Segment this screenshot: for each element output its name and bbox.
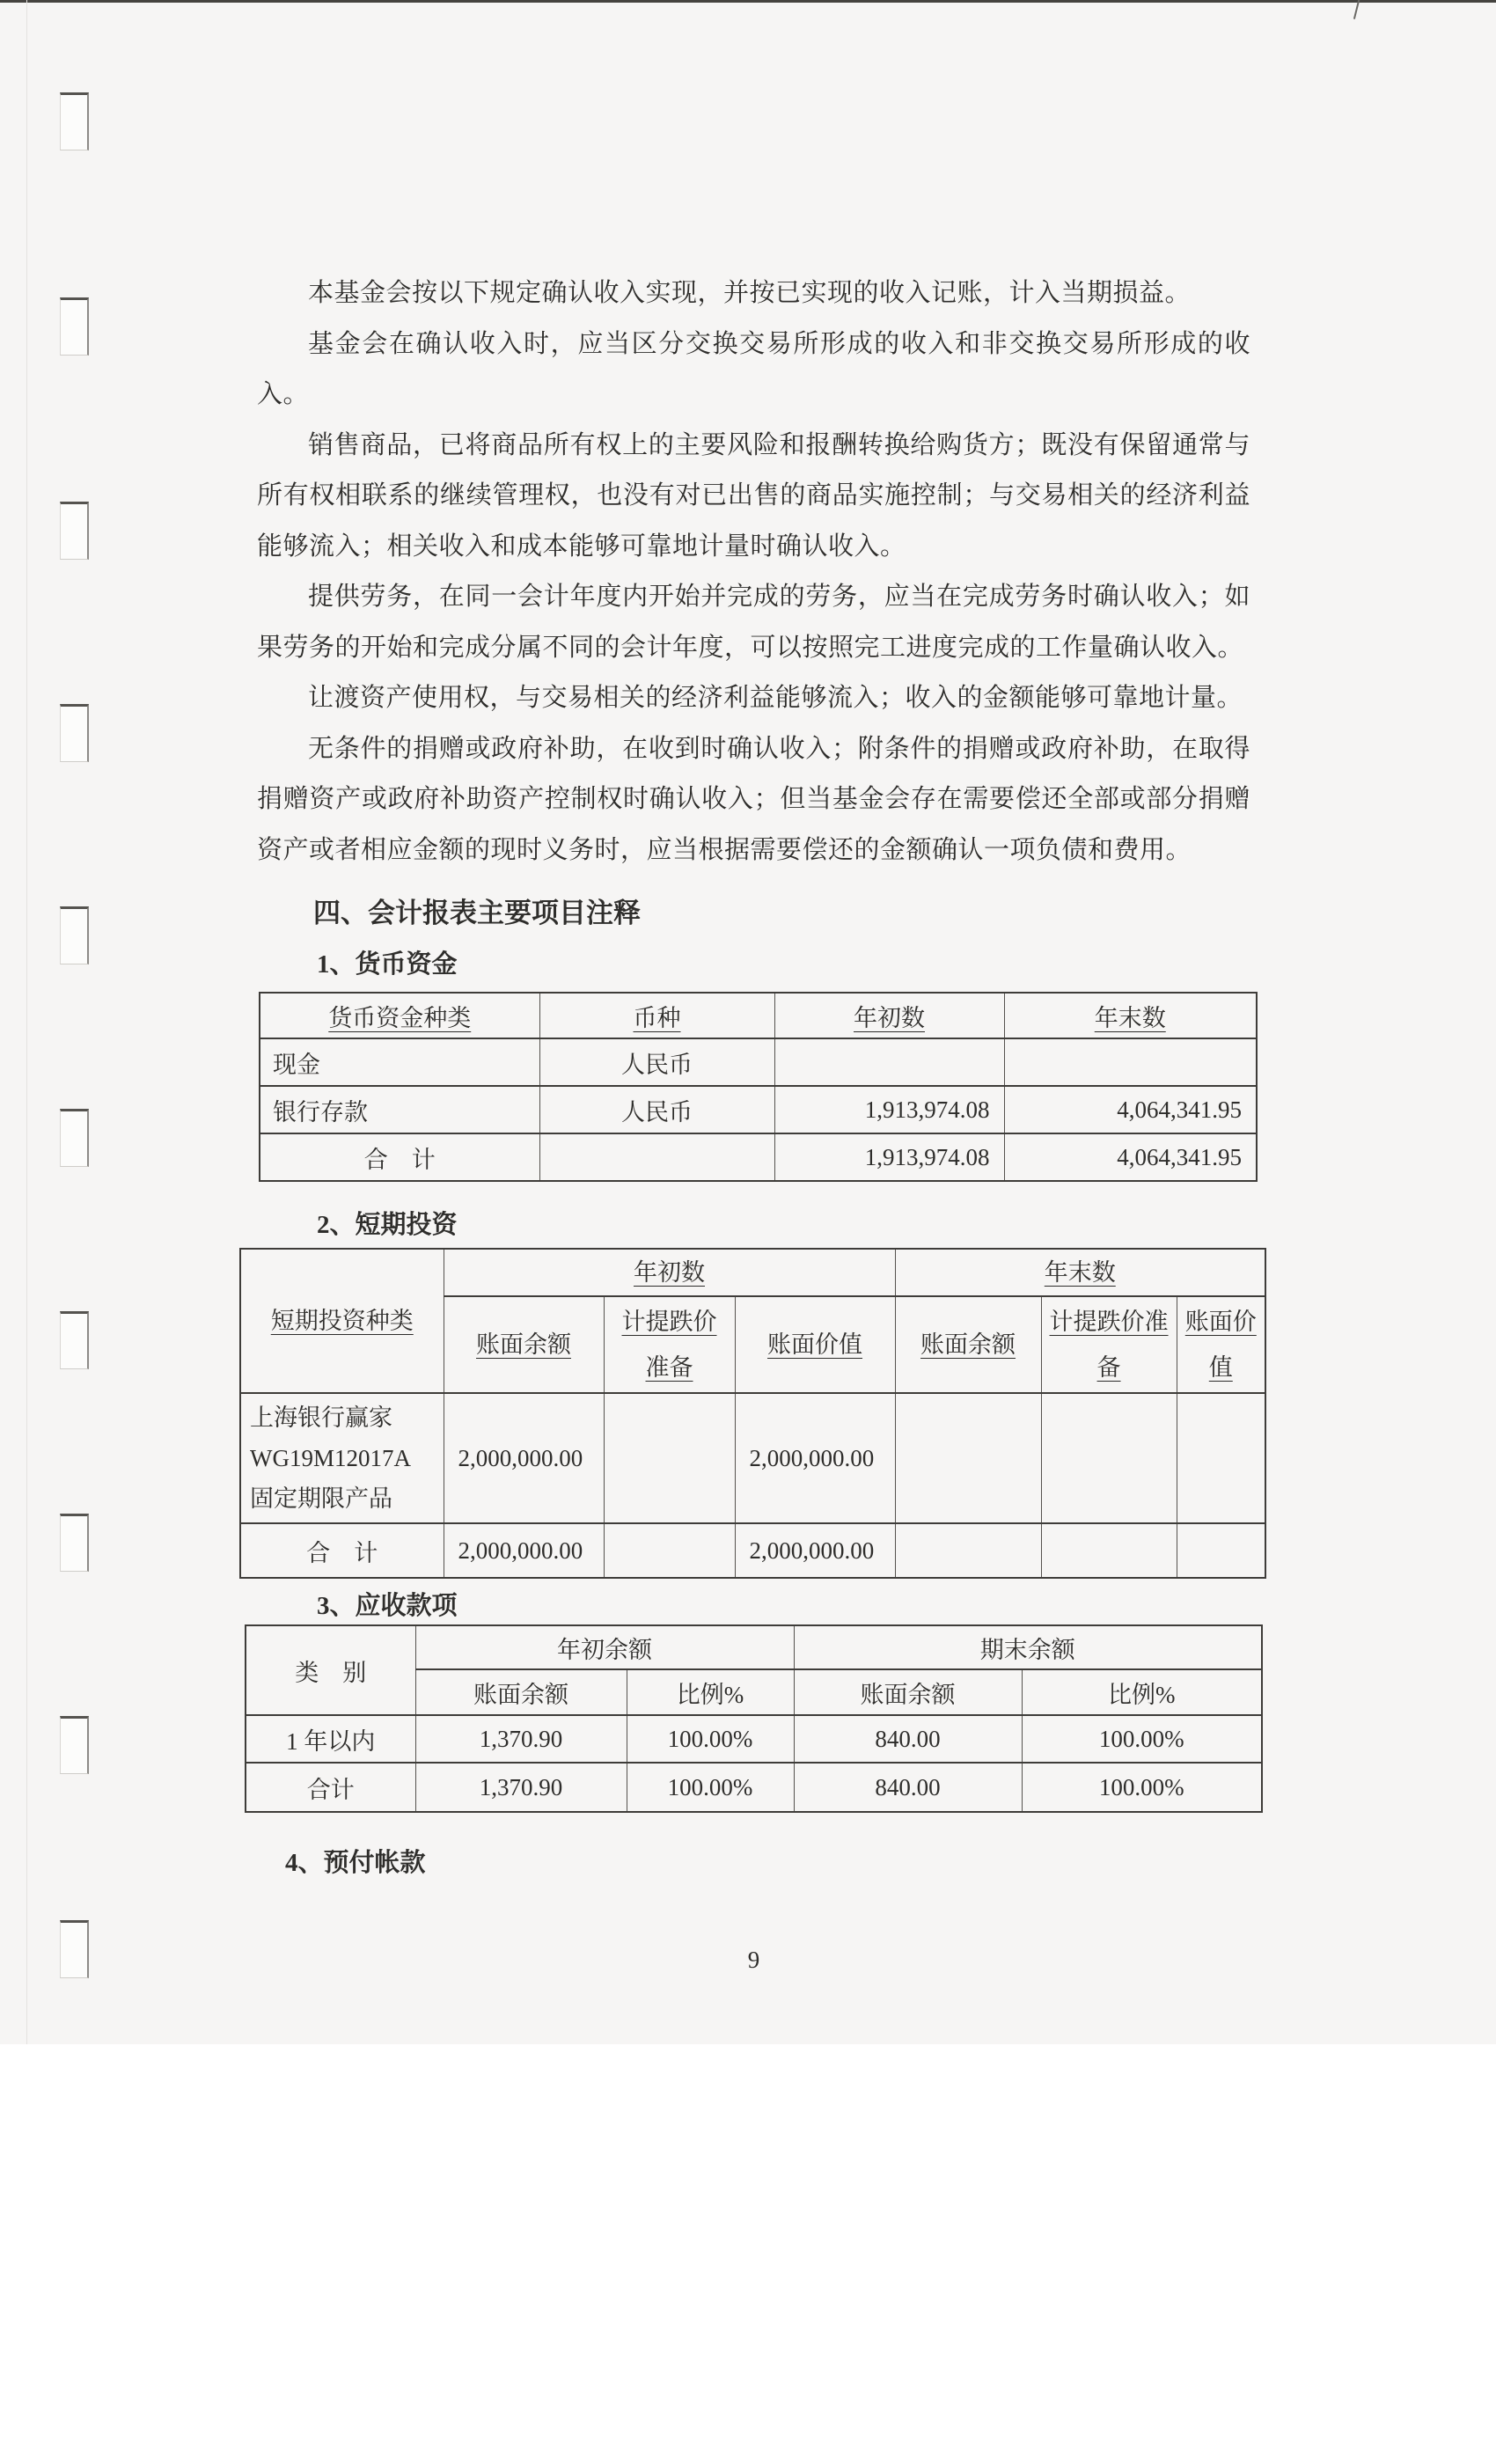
- binding-hole: [60, 1716, 89, 1774]
- table-cell: 合 计: [260, 1133, 539, 1181]
- table-header-cell: [240, 1249, 444, 1393]
- receivables-table: [245, 1624, 1263, 1813]
- table-header-cell: 类 别: [246, 1625, 415, 1715]
- binding-hole: [60, 704, 89, 762]
- table-cell: 840.00: [794, 1763, 1022, 1812]
- table-cell: 银行存款: [260, 1086, 539, 1133]
- table-cell: [604, 1393, 735, 1523]
- subsection-title-prepayments: 4、预付帐款: [285, 1849, 426, 1877]
- header-label: 货币资金种类: [328, 1004, 472, 1031]
- table-cell: 4,064,341.95: [1004, 1133, 1257, 1181]
- table-row: [260, 1086, 1257, 1133]
- table-cell: 2,000,000.00: [735, 1523, 895, 1578]
- binding-hole: [60, 1109, 89, 1167]
- paragraph-donations: 无条件的捐赠或政府补助，在收到时确认收入；附条件的捐赠或政府补助，在取得捐赠资产或政府补助资产控制权时确认收入；但当基金会存在需要偿还全部或部分捐赠资产或者相应金额的现时义务时，应当根据需要偿还的金额确认一项负债和费用。: [257, 734, 1250, 864]
- table-cell: [895, 1393, 1041, 1523]
- table-cell: 4,064,341.95: [1004, 1086, 1257, 1133]
- scan-corner-mark: [1353, 0, 1360, 19]
- table-group-header-row: [246, 1625, 1262, 1669]
- subsection-title-currency-funds: 1、货币资金: [317, 950, 458, 979]
- paragraph-asset-rights: 让渡资产使用权，与交易相关的经济利益能够流入；收入的金额能够可靠地计量。: [308, 684, 1243, 712]
- table-row: [246, 1715, 1262, 1763]
- table-cell: 人民币: [539, 1038, 774, 1086]
- currency-funds-table: [259, 992, 1258, 1182]
- table-header-cell: [895, 1249, 1265, 1296]
- table-cell: 合 计: [240, 1523, 444, 1578]
- table-group-header-row: [240, 1249, 1265, 1296]
- table-header-cell: 账面余额: [415, 1669, 627, 1715]
- header-label: 计提跌价准备: [621, 1309, 717, 1381]
- header-label: 账面余额: [920, 1331, 1016, 1358]
- table-header-cell: [1004, 993, 1257, 1038]
- table-header-cell: 比例%: [627, 1669, 794, 1715]
- table-cell: 1 年以内: [246, 1715, 415, 1763]
- table-cell: 现金: [260, 1038, 539, 1086]
- header-label: 年末数: [1094, 1004, 1166, 1031]
- table-cell: 1,370.90: [415, 1715, 627, 1763]
- table-header-cell: [1177, 1296, 1265, 1393]
- table-cell: 2,000,000.00: [444, 1523, 604, 1578]
- table-row: [260, 1038, 1257, 1086]
- binding-hole: [60, 1920, 89, 1978]
- table-cell: 2,000,000.00: [444, 1393, 604, 1523]
- header-label: 币种: [633, 1004, 681, 1031]
- table-cell: [604, 1523, 735, 1578]
- binding-hole: [60, 1311, 89, 1369]
- table-header-cell: [1041, 1296, 1177, 1393]
- table-cell: 100.00%: [627, 1715, 794, 1763]
- table-cell: [1041, 1393, 1177, 1523]
- content-area: [250, 268, 1257, 1975]
- paragraph-services: 提供劳务，在同一会计年度内开始并完成的劳务，应当在完成劳务时确认收入；如果劳务的开始和完成分属不同的会计年度，可以按照完工进度完成的工作量确认收入。: [257, 583, 1250, 662]
- table-cell: 100.00%: [1022, 1763, 1262, 1812]
- header-label: 账面价值: [767, 1331, 863, 1358]
- table-total-row: [260, 1133, 1257, 1181]
- table-header-cell: [735, 1296, 895, 1393]
- table-header-cell: 年初余额: [415, 1625, 794, 1669]
- header-label: 年初数: [854, 1004, 925, 1031]
- binding-hole: [60, 906, 89, 964]
- header-label: 账面余额: [476, 1331, 571, 1358]
- binding-hole: [60, 502, 89, 560]
- table-header-row: [260, 993, 1257, 1038]
- paragraph-exchange-distinction: 基金会在确认收入时，应当区分交换交易所形成的收入和非交换交易所形成的收入。: [257, 329, 1250, 408]
- table-header-cell: 比例%: [1022, 1669, 1262, 1715]
- header-label: 年末数: [1044, 1259, 1116, 1286]
- table-cell: [1177, 1393, 1265, 1523]
- table-cell: [1177, 1523, 1265, 1578]
- table-header-cell: [774, 993, 1004, 1038]
- short-term-investments-table: [239, 1248, 1266, 1579]
- table-row: [240, 1393, 1265, 1523]
- table-header-cell: [444, 1296, 604, 1393]
- table-cell: 上海银行赢家WG19M12017A 固定期限产品: [240, 1393, 444, 1523]
- scan-top-edge: [0, 0, 1496, 3]
- binding-hole: [60, 297, 89, 356]
- table-header-cell: [444, 1249, 895, 1296]
- page-fold-line: [26, 0, 27, 2044]
- table-cell: 1,913,974.08: [774, 1086, 1004, 1133]
- table-header-cell: [539, 993, 774, 1038]
- section-title: 四、会计报表主要项目注释: [313, 898, 641, 928]
- table-cell: 840.00: [794, 1715, 1022, 1763]
- table-cell: [539, 1133, 774, 1181]
- table-cell: [1041, 1523, 1177, 1578]
- table-header-cell: [604, 1296, 735, 1393]
- table-total-row: [240, 1523, 1265, 1578]
- subsection-title-receivables: 3、应收款项: [317, 1592, 458, 1620]
- header-label: 年初数: [634, 1259, 706, 1286]
- table-cell: 1,370.90: [415, 1763, 627, 1812]
- header-label: 计提跌价准备: [1049, 1309, 1169, 1381]
- binding-hole: [60, 92, 89, 150]
- table-cell: [1004, 1038, 1257, 1086]
- binding-hole: [60, 1514, 89, 1572]
- page-number: 9: [747, 1947, 760, 1973]
- table-cell: 1,913,974.08: [774, 1133, 1004, 1181]
- table-cell: 100.00%: [1022, 1715, 1262, 1763]
- table-total-row: [246, 1763, 1262, 1812]
- table-cell: 2,000,000.00: [735, 1393, 895, 1523]
- table-cell: 100.00%: [627, 1763, 794, 1812]
- paragraph-income-recognition: 本基金会按以下规定确认收入实现，并按已实现的收入记账，计入当期损益。: [308, 279, 1192, 307]
- header-label: 账面价值: [1184, 1309, 1257, 1381]
- table-cell: 合计: [246, 1763, 415, 1812]
- table-header-cell: 账面余额: [794, 1669, 1022, 1715]
- header-label: 短期投资种类: [270, 1308, 414, 1334]
- table-header-cell: 期末余额: [794, 1625, 1262, 1669]
- table-header-cell: [895, 1296, 1041, 1393]
- subsection-title-short-term-investments: 2、短期投资: [317, 1211, 458, 1239]
- table-cell: 人民币: [539, 1086, 774, 1133]
- table-cell: [895, 1523, 1041, 1578]
- table-cell: [774, 1038, 1004, 1086]
- paragraph-goods-sales: 销售商品，已将商品所有权上的主要风险和报酬转换给购货方；既没有保留通常与所有权相联系的继续管理权，也没有对已出售的商品实施控制；与交易相关的经济利益能够流入；相关收入和成本能够可靠地计量时确认收入。: [257, 430, 1250, 561]
- table-header-cell: [260, 993, 539, 1038]
